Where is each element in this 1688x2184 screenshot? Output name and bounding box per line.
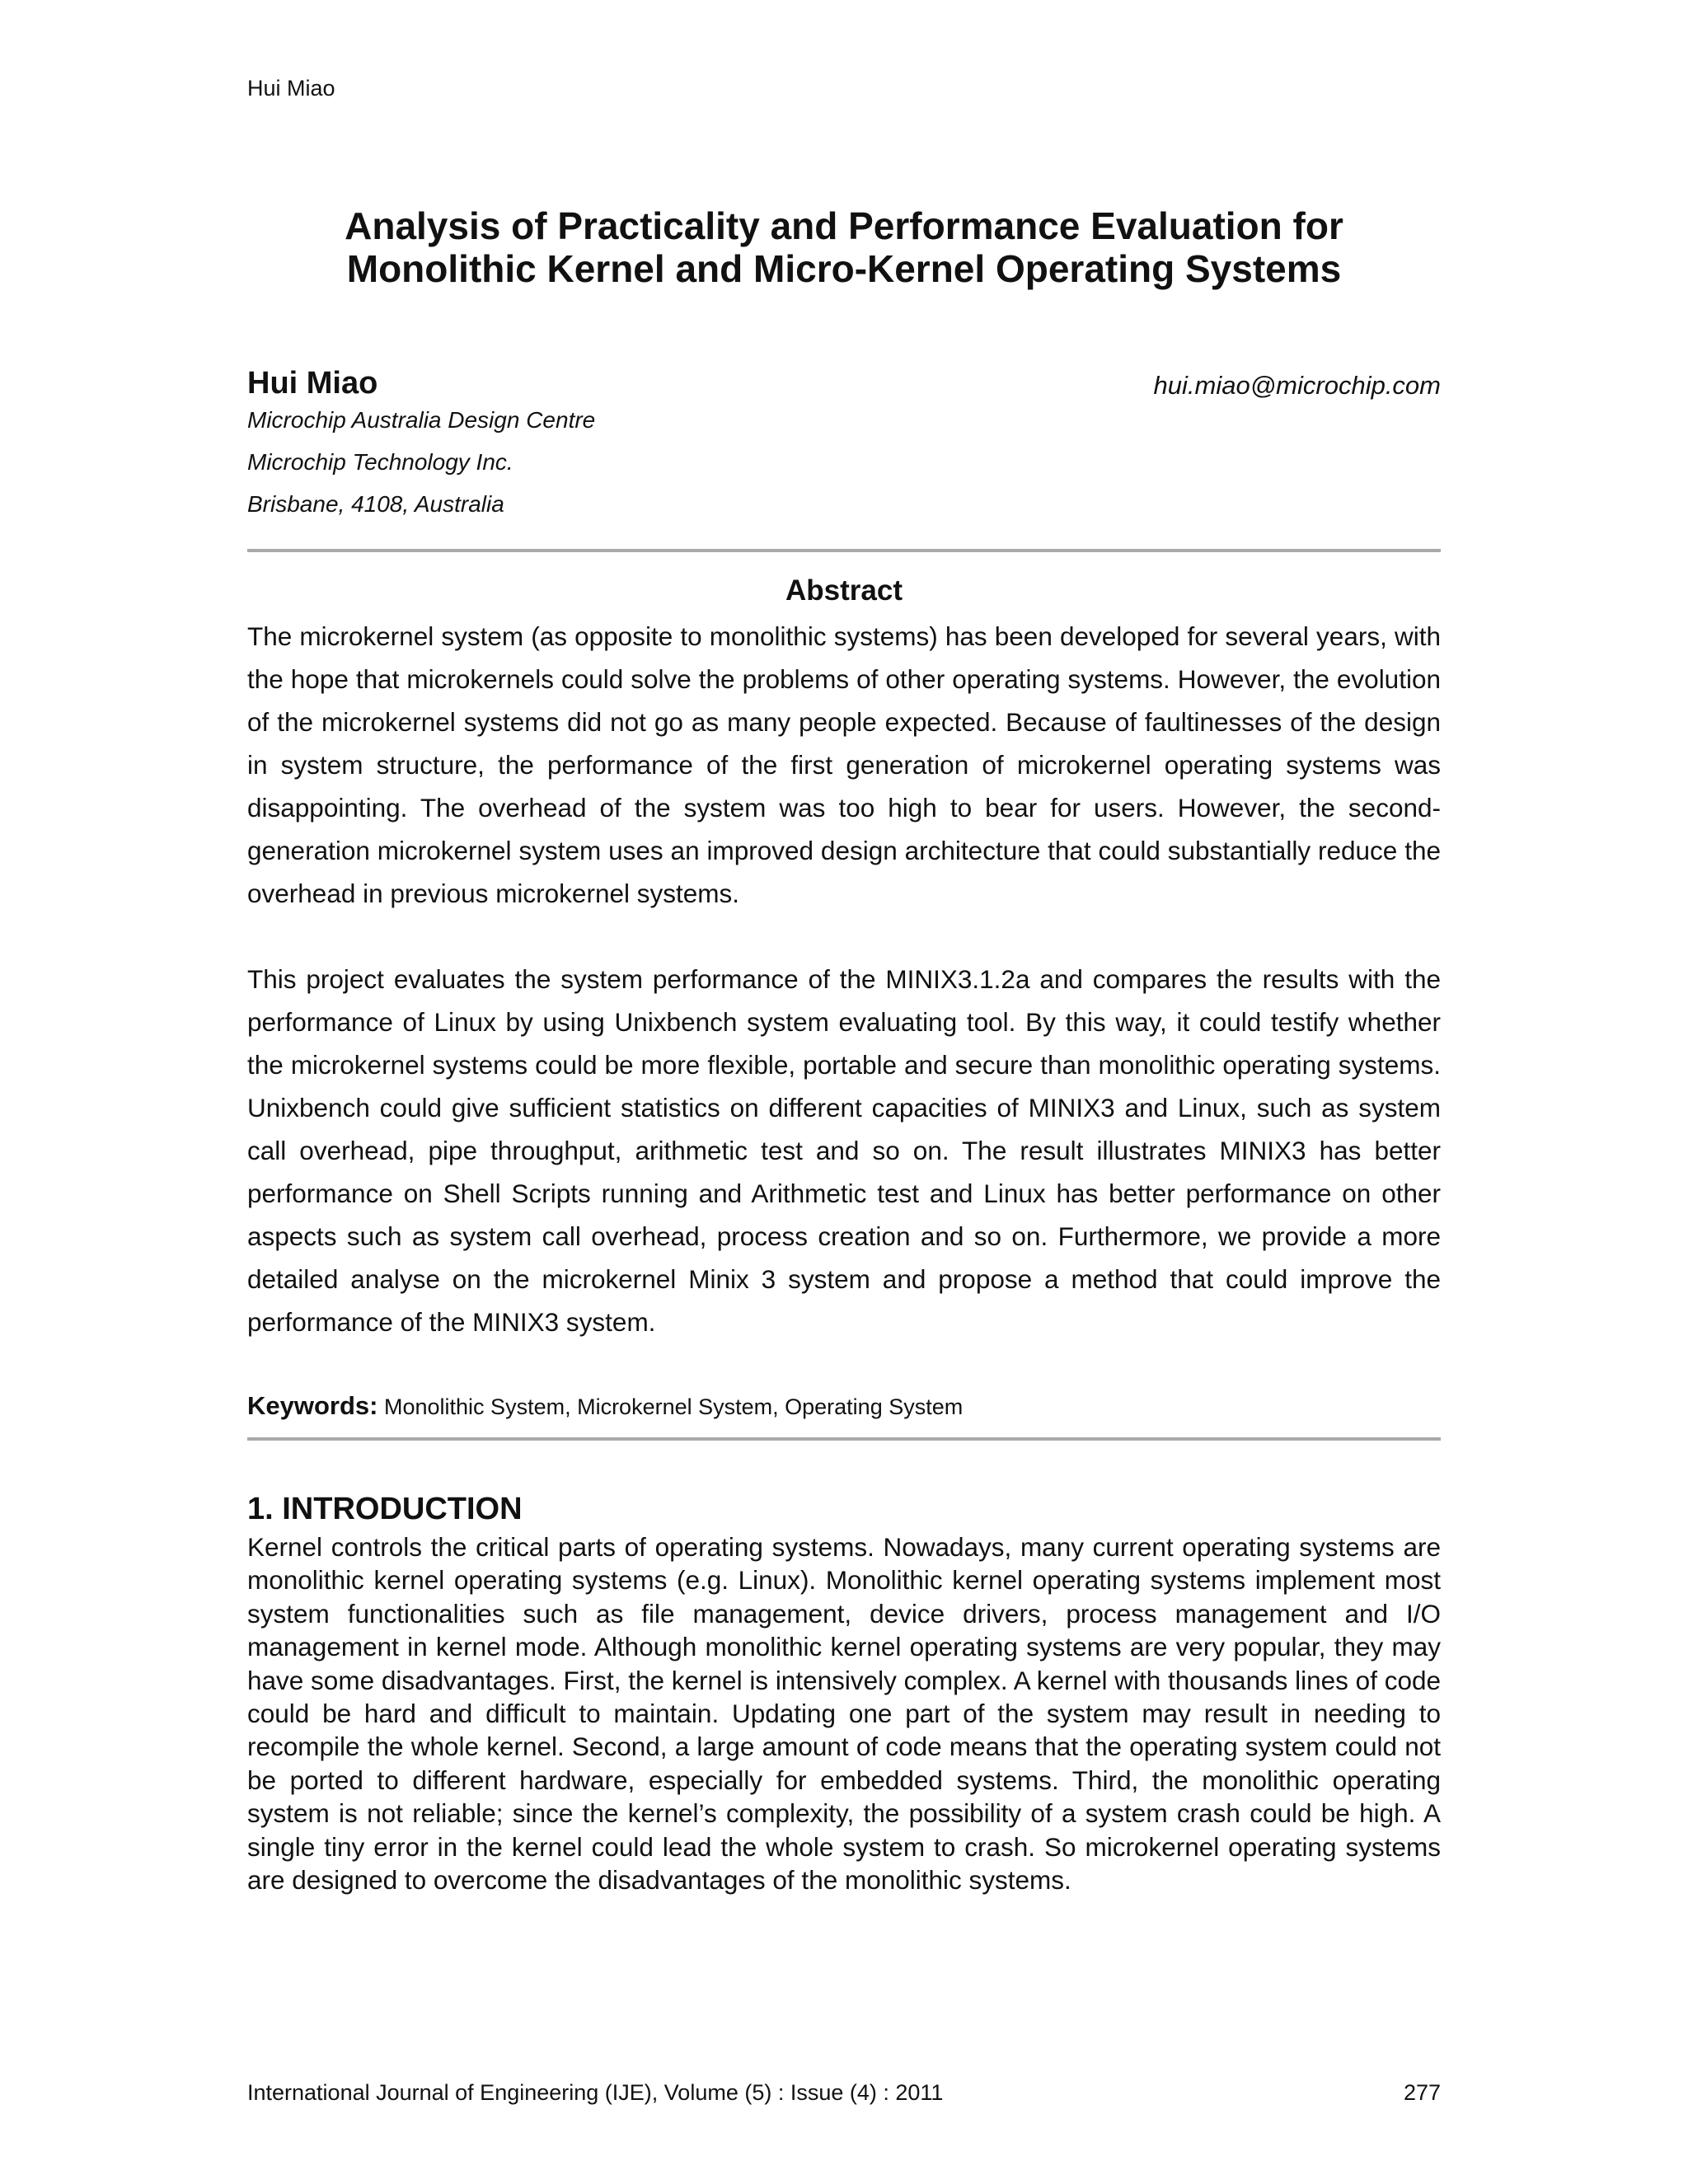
- top-divider: [247, 549, 1441, 552]
- keywords: [247, 1391, 963, 1421]
- abstract-heading: Abstract: [785, 574, 903, 607]
- affiliation-line-3: Brisbane, 4108, Australia: [247, 491, 504, 517]
- author-email: hui.miao@microchip.com: [1153, 371, 1441, 400]
- title-line-1: Analysis of Practicality and Performance Evaluation for: [345, 204, 1343, 247]
- abstract-paragraph-2: This project evaluates the system performance of the MINIX3.1.2a and compares the results with the performance of Linux by using Unixbench system evaluating tool. By this way, it could testify whether the microkernel systems could be more flexible, portable and secure than monolithic operating systems. Unixbench could give sufficient statistics on different capacities of MINIX3 and Linux, such as system call overhead, pipe throughput, arithmetic test and so on. The result illustrates MINIX3 has better performance on Shell Scripts running and Arithmetic test and Linux has better performance on other aspects such as system call overhead, process creation and so on. Furthermore, we provide a more detailed analyse on the microkernel Minix 3 system and propose a method that could improve the performance of the MINIX3 system.: [247, 964, 1441, 1337]
- title-line-2: Monolithic Kernel and Micro-Kernel Operating Systems: [346, 247, 1342, 290]
- affiliation-line-2: Microchip Technology Inc.: [247, 449, 513, 475]
- author-name: Hui Miao: [247, 366, 378, 401]
- affiliation-line-1: Microchip Australia Design Centre: [247, 407, 596, 433]
- running-head: Hui Miao: [247, 76, 335, 101]
- section-heading-introduction: 1. INTRODUCTION: [247, 1492, 523, 1526]
- page-number: 277: [1403, 2080, 1441, 2105]
- journal-citation: International Journal of Engineering (IJE), Volume (5) : Issue (4) : 2011: [247, 2080, 944, 2105]
- author-row: [247, 366, 1441, 407]
- bottom-divider: [247, 1437, 1441, 1441]
- keywords-label: Keywords:: [247, 1391, 378, 1420]
- introduction-paragraph: Kernel controls the critical parts of operating systems. Nowadays, many current operating systems are monolithic kernel operating systems (e.g. Linux). Monolithic kernel operating systems implement most system functionalities such as file management, device drivers, process management and I/O management in kernel mode. Although monolithic kernel operating systems are very popular, they may have some disadvantages. First, the kernel is intensively complex. A kernel with thousands lines of code could be hard and difficult to maintain. Updating one part of the system may result in needing to recompile the whole kernel. Second, a large amount of code means that the operating system could not be ported to different hardware, especially for embedded systems. Third, the monolithic operating system is not reliable; since the kernel’s complexity, the possibility of a system crash could be high. A single tiny error in the kernel could lead the whole system to crash. So microkernel operating systems are designed to overcome the disadvantages of the monolithic systems.: [247, 1532, 1442, 1896]
- keywords-text: Monolithic System, Microkernel System, Operating System: [384, 1394, 964, 1419]
- abstract-paragraph-1: The microkernel system (as opposite to monolithic systems) has been developed for several years, with the hope that microkernels could solve the problems of other operating systems. However, the evolution of the microkernel systems did not go as many people expected. Because of faultinesses of the design in system structure, the performance of the first generation of microkernel operating systems was disappointing. The overhead of the system was too high to bear for users. However, the second-generation microkernel system uses an improved design architecture that could substantially reduce the overhead in previous microkernel systems.: [247, 621, 1441, 908]
- paper-title: [247, 204, 1441, 290]
